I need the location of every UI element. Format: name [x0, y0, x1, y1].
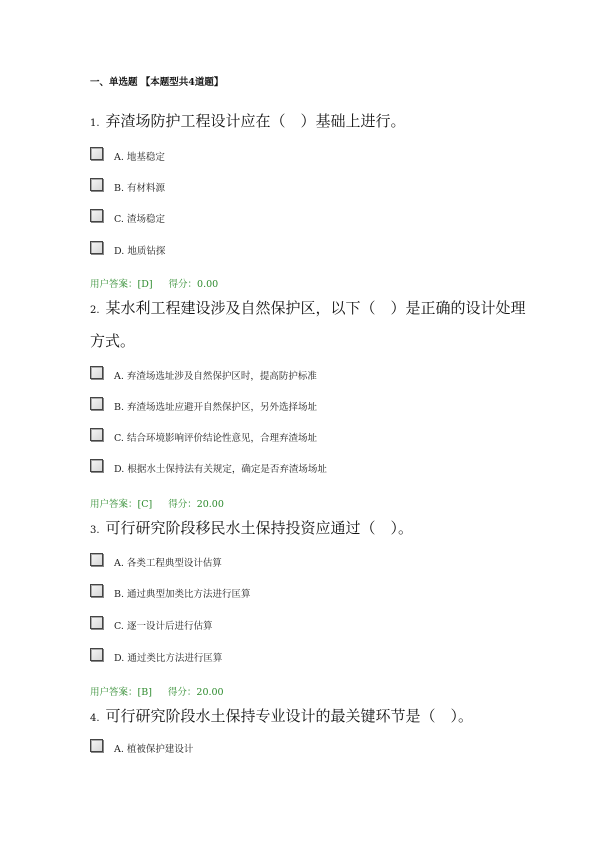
section-title: 一、单选题 【本题型共4道题】	[90, 77, 224, 88]
option-label: D. 根据水土保持法有关规定，确定是否弃渣场场址	[114, 464, 327, 475]
option-label: C. 逐一设计后进行估算	[114, 621, 213, 632]
question-number: 3.	[90, 525, 100, 536]
option-3c[interactable]	[90, 615, 212, 635]
option-label: B. 通过典型加类比方法进行匡算	[114, 589, 251, 600]
option-label: A. 地基稳定	[114, 152, 165, 163]
question-text: 可行研究阶段移民水土保持投资应通过（ ）。	[105, 519, 414, 537]
option-3d[interactable]	[90, 647, 222, 667]
question-text: 某水利工程建设涉及自然保护区，以下（ ）是正确的设计处理方式。	[90, 299, 526, 350]
option-1d[interactable]	[90, 240, 165, 260]
question-text: 弃渣场防护工程设计应在（ ）基础上进行。	[105, 112, 406, 130]
checkbox-icon[interactable]	[90, 209, 103, 222]
option-label: D. 通过类比方法进行匡算	[114, 653, 223, 664]
checkbox-icon[interactable]	[90, 366, 103, 379]
option-3a[interactable]	[90, 552, 222, 572]
option-1b[interactable]	[90, 177, 165, 197]
checkbox-icon[interactable]	[90, 241, 103, 254]
user-answer: 用户答案：[C]	[90, 499, 153, 510]
score: 得分：20.00	[167, 687, 224, 698]
option-2b[interactable]	[90, 396, 317, 416]
option-label: A. 植被保护建设计	[114, 744, 194, 755]
option-label: B. 弃渣场选址应避开自然保护区，另外选择场址	[114, 402, 318, 413]
checkbox-icon[interactable]	[90, 459, 103, 472]
option-3b[interactable]	[90, 583, 251, 603]
user-answer: 用户答案：[B]	[90, 687, 152, 698]
option-label: A. 弃渣场选址涉及自然保护区时，提高防护标准	[114, 371, 317, 382]
question-3	[90, 513, 530, 546]
option-label: D. 地质钻探	[114, 246, 166, 257]
option-1c[interactable]	[90, 208, 165, 228]
question-2	[90, 293, 530, 357]
option-label: A. 各类工程典型设计估算	[114, 558, 222, 569]
answer-line-1	[90, 276, 218, 290]
checkbox-icon[interactable]	[90, 428, 103, 441]
option-label: B. 有材料源	[114, 183, 166, 194]
checkbox-icon[interactable]	[90, 648, 103, 661]
option-2d[interactable]	[90, 458, 327, 478]
question-number: 2.	[90, 305, 100, 316]
question-number: 1.	[90, 118, 100, 129]
checkbox-icon[interactable]	[90, 397, 103, 410]
checkbox-icon[interactable]	[90, 178, 103, 191]
score: 得分：20.00	[168, 499, 224, 510]
option-2a[interactable]	[90, 365, 317, 385]
option-4a[interactable]	[90, 738, 193, 758]
option-1a[interactable]	[90, 146, 165, 166]
checkbox-icon[interactable]	[90, 553, 103, 566]
checkbox-icon[interactable]	[90, 147, 103, 160]
checkbox-icon[interactable]	[90, 584, 103, 597]
score: 得分：0.00	[168, 279, 219, 290]
answer-line-3	[90, 684, 224, 698]
question-1	[90, 106, 530, 139]
question-text: 可行研究阶段水土保持专业设计的最关键环节是（ ）。	[105, 707, 474, 725]
option-label: C. 渣场稳定	[114, 214, 165, 225]
checkbox-icon[interactable]	[90, 616, 103, 629]
checkbox-icon[interactable]	[90, 739, 103, 752]
answer-line-2	[90, 496, 224, 510]
question-4	[90, 701, 530, 734]
option-2c[interactable]	[90, 427, 317, 447]
option-label: C. 结合环境影响评价结论性意见，合理弃渣场址	[114, 433, 317, 444]
user-answer: 用户答案：[D]	[90, 279, 153, 290]
question-number: 4.	[90, 713, 100, 724]
